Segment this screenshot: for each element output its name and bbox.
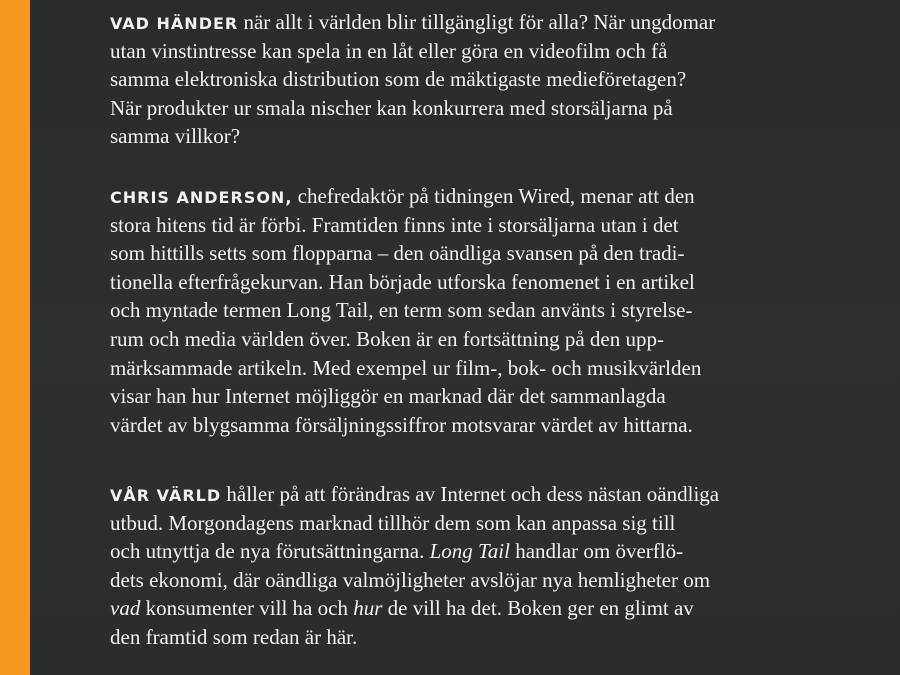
text-line: rum och media världen över. Boken är en fortsättning på den upp-: [110, 326, 664, 351]
text-line: [110, 537, 850, 566]
text-line: utbud. Morgondagens marknad tillhör dem som kan anpassa sig till: [110, 510, 676, 535]
paragraph-3: [110, 480, 850, 652]
text-line: dets ekonomi, där oändliga valmöjligheter avslöjar nya hemligheter om: [110, 567, 711, 592]
text-line: tionella efterfrågekurvan. Han började utforska fenomenet i en artikel: [110, 269, 695, 294]
paragraph-1: [110, 8, 850, 151]
cover-panel: [30, 0, 900, 675]
text-line: och myntade termen Long Tail, en term som sedan använts i styrelse-: [110, 298, 693, 323]
text-line: samma villkor?: [110, 124, 241, 149]
text-line: visar han hur Internet möjliggör en marknad där det sammanlagda: [110, 384, 666, 409]
text-line: [110, 594, 850, 623]
paragraph-lead: CHRIS ANDERSON,: [110, 188, 293, 207]
text-run: konsumenter vill ha och: [145, 596, 348, 621]
text-line: [110, 182, 850, 211]
paragraph-2: [110, 182, 850, 439]
text-run: handlar om överflö-: [515, 539, 684, 564]
text-run: håller på att förändras av Internet och dess nästan oändliga: [226, 482, 720, 506]
paragraph-lead: VAD HÄNDER: [110, 14, 239, 33]
text-line: som hittills setts som flopparna – den oändliga svansen på den tradi-: [110, 241, 685, 266]
text-line: [110, 480, 850, 509]
text-run: och utnyttja de nya förutsättningarna.: [110, 539, 425, 564]
book-title-italic: Long Tail: [429, 539, 510, 564]
emphasis-italic: hur: [353, 596, 383, 621]
text-line: [110, 8, 850, 37]
text-line: stora hitens tid är förbi. Framtiden finns inte i storsäljarna utan i det: [110, 212, 679, 237]
text-line: utan vinstintresse kan spela in en låt eller göra en videofilm och få: [110, 38, 668, 63]
paragraph-lead: VÅR VÄRLD: [110, 486, 222, 505]
text-run: de vill ha det. Boken ger en glimt av: [387, 596, 694, 621]
text-line: samma elektroniska distribution som de mäktigaste medieföretagen?: [110, 67, 687, 92]
text-line: värdet av blygsamma försäljningssiffror motsvarar värdet av hittarna.: [110, 412, 693, 437]
text-run: chefredaktör på tidningen Wired, menar att den: [297, 184, 695, 208]
text-line: När produkter ur smala nischer kan konkurrera med storsäljarna på: [110, 95, 673, 120]
text-line: märksammade artikeln. Med exempel ur film-, bok- och musikvärlden: [110, 355, 702, 380]
emphasis-italic: vad: [110, 596, 141, 621]
text-line: den framtid som redan är här.: [110, 624, 358, 649]
text-run: när allt i världen blir tillgängligt för alla? När ungdomar: [243, 10, 716, 34]
